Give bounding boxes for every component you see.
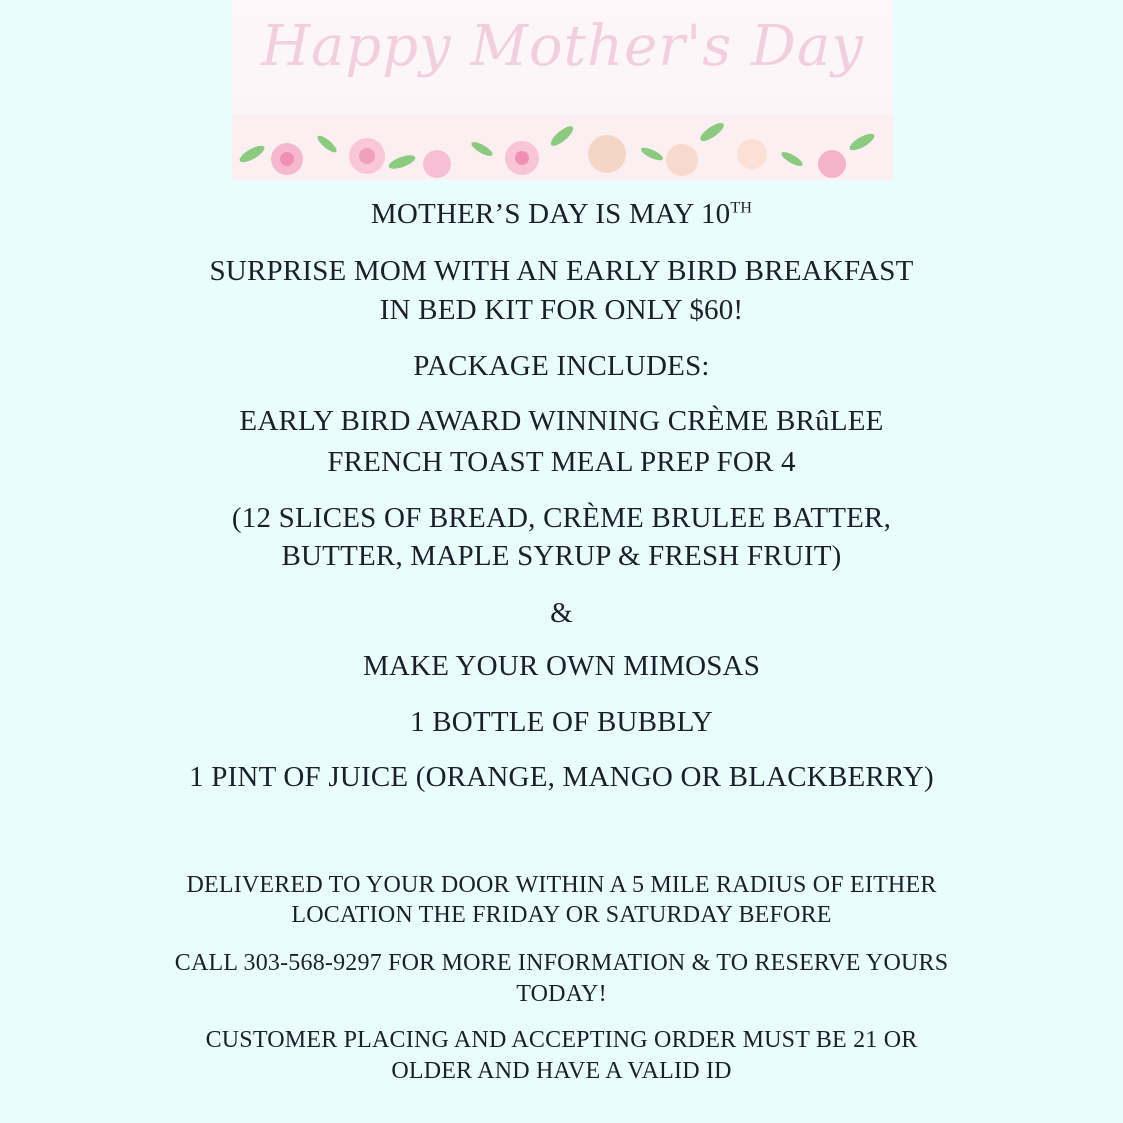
delivery-line-2: LOCATION THE FRIDAY OR SATURDAY BEFORE (291, 902, 832, 928)
offer-line-1: SURPRISE MOM WITH AN EARLY BIRD BREAKFAST (209, 255, 914, 287)
call-line-2: TODAY! (516, 981, 607, 1007)
banner-title: Happy Mother's Day (261, 14, 864, 79)
item-1-line-2: FRENCH TOAST MEAL PREP FOR 4 (327, 446, 796, 478)
juice-item: 1 PINT OF JUICE (ORANGE, MANGO OR BLACKBERRY) (189, 761, 934, 793)
flower-border-image (232, 114, 893, 180)
offer-line-2: IN BED KIT FOR ONLY $60! (379, 294, 744, 326)
age-notice-line-1: CUSTOMER PLACING AND ACCEPTING ORDER MUST BE 21 OR (205, 1027, 918, 1053)
headline: MOTHER’S DAY IS MAY 10TH (370, 198, 753, 230)
delivery-line-1: DELIVERED TO YOUR DOOR WITHIN A 5 MILE RADIUS OF EITHER (186, 872, 937, 898)
item-1-details-line-2: BUTTER, MAPLE SYRUP & FRESH FRUIT) (281, 540, 842, 572)
call-line-1: CALL 303-568-9297 FOR MORE INFORMATION & TO RESERVE YOURS (174, 950, 949, 976)
bubbly-item: 1 BOTTLE OF BUBBLY (410, 706, 713, 738)
ampersand: & (550, 597, 573, 629)
package-label: PACKAGE INCLUDES: (413, 350, 710, 382)
item-1-line-1: EARLY BIRD AWARD WINNING CRÈME BRûLEE (239, 405, 884, 437)
item-1-details-line-1: (12 SLICES OF BREAD, CRÈME BRULEE BATTER, (231, 502, 892, 534)
mimosas-title: MAKE YOUR OWN MIMOSAS (362, 650, 761, 682)
age-notice-line-2: OLDER AND HAVE A VALID ID (391, 1058, 732, 1084)
banner-image (232, 0, 893, 180)
